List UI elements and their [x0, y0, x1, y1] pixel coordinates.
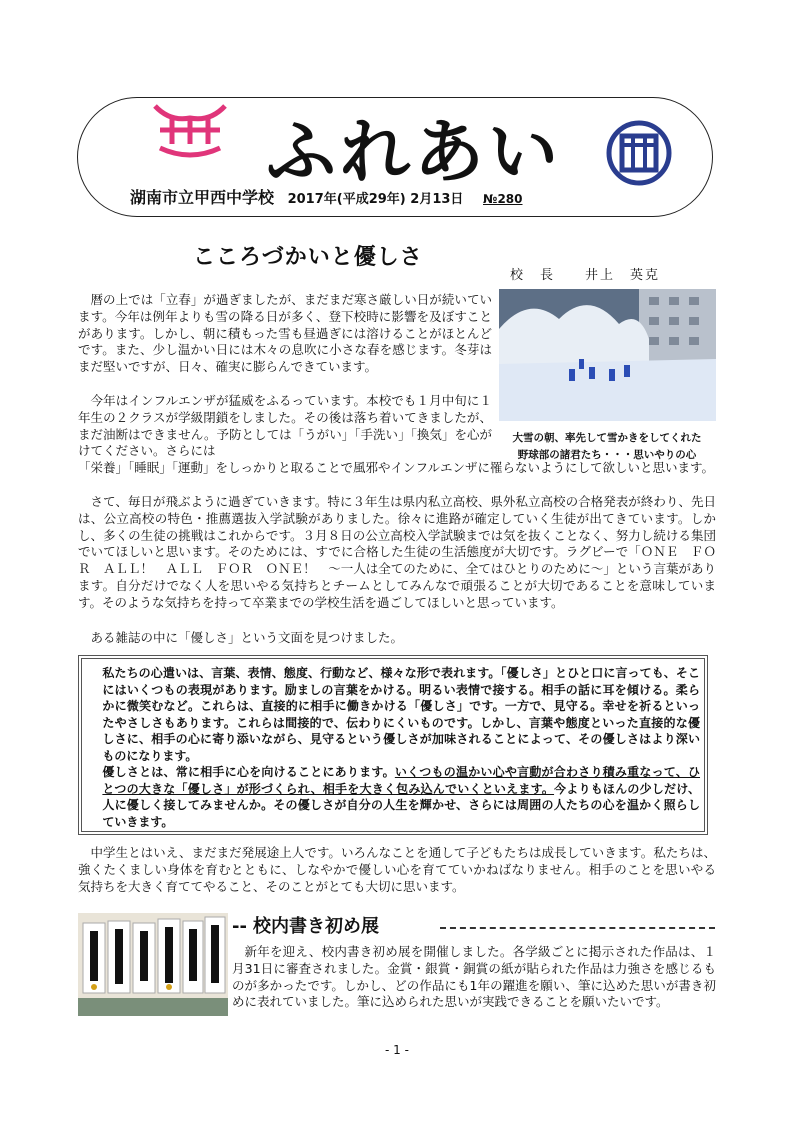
- paragraph-2b: 「栄養」「睡眠」「運動」をしっかりと取ることで風邪やインフルエンザに罹らないようにして欲しいと思います。: [78, 460, 715, 475]
- quote-2b: 今よりもほんの少しだけ、人に優しく接してみませんか。その優しさが自分の人生を輝かせ、さらには周囲の人たちの心を温かく照らしていきます。: [102, 781, 700, 829]
- issue-date: 2017年(平成29年) 2月13日: [287, 192, 464, 207]
- paragraph-2a: 今年はインフルエンザが猛威をふるっています。本校でも１月中旬に１年生の２クラスが学級閉鎖をしました。その後は落ち着いてきましたが、まだ油断はできません。予防としては「うがい」「手洗い」「換気」を心がけてください。さらには: [78, 393, 492, 459]
- section-heading: [232, 912, 379, 938]
- article-headline: こころづかいと優しさ: [193, 245, 423, 270]
- caption-line-1: 大雪の朝、率先して雪かきをしてくれた: [512, 432, 702, 444]
- snow-photo: [499, 289, 716, 421]
- photo-caption: [492, 430, 722, 464]
- quote-text: [88, 665, 700, 830]
- seal-logo-icon: [604, 118, 674, 188]
- paragraph-3: さて、毎日が飛ぶように過ぎていきます。特に３年生は県内私立高校、県外私立高校の合格発表が終わり、先日は、公立高校の特色・推薦選抜入学試験がありました。徐々に進路が確定していく生徒が出てきています。しかし、多くの生徒の挑戦はこれからです。３月８日の公立高校入学試験までは気を抜くことなく、努力し続ける集団でいてほしいと思います。そのためには、すでに合格した生徒の生活態度が大切です。ラグビーで「ＯＮＥ ＦＯＲ ＡＬＬ！ ＡＬＬ ＦＯＲ ＯＮＥ！ ～一人は全てのために、全てはひとりのために～」という言葉があります。自分だけでなく人を思いやる気持ちとチームとしてみんなで頑張ることが大切であることを意味しています。そのような気持ちを持って卒業までの学校生活を過ごしてほしいと思っています。: [78, 494, 716, 610]
- section-rule: [440, 927, 715, 929]
- article-author: 校 長 井上 英克: [510, 268, 661, 283]
- section-heading-text: 校内書き初め展: [252, 916, 379, 937]
- quote-2a: 優しさとは、常に相手に心を向けることにあります。: [102, 765, 395, 779]
- heading-dash: --: [232, 916, 247, 937]
- masthead-info: [130, 185, 523, 208]
- paragraph-5: 中学生とはいえ、まだまだ発展途上人です。いろんなことを通して子どもたちは成長していきます。私たちは、強くたくましい身体を育むとともに、しなやかで優しい心を育てていかねばなりません。相手のことを思いやる気持ちを大きく育ててやること、そのことがとても大切に思います。: [78, 845, 716, 894]
- quote-paragraph-1: 私たちの心遣いは、言葉、表情、態度、行動など、様々な形で表れます。「優しさ」とひと口に言っても、そこにはいくつもの表現があります。励ましの言葉をかける。明るい表情で接する。相手の話に耳を傾ける。柔らかに微笑むなど。これらは、直接的に相手に働きかける「優しさ」です。一方で、見守る。幸せを祈るといったやさしさもあります。これらは間接的で、伝わりにくいものです。しかし、言葉や態度といった直接的な優しさに、相手の心に寄り添いながら、見守るという優しさが加味されることによって、その優しさはより深いものになります。: [102, 666, 700, 763]
- calligraphy-photo: [78, 913, 228, 1016]
- quote-paragraph-2: [88, 764, 700, 830]
- page-number: - 1 -: [385, 1043, 409, 1057]
- quote-2-underlined: いくつもの温かい心や言動が合わさり積み重なって、ひとつの大きな「優しさ」が形づくられ、相手を大きく包み込んでいくといえます。: [102, 765, 701, 796]
- issue-number: №280: [483, 192, 523, 206]
- school-logo-icon: [150, 100, 230, 160]
- section2-body: 新年を迎え、校内書き初め展を開催しました。各学級ごとに掲示された作品は、１月31日に審査されました。金賞・銀賞・銅賞の紙が貼られた作品は力強さを感じるものが多かったです。しかし、どの作品にも1年の躍進を願い、筆に込めた思いが書き初めに表れていました。筆に込められた思いが実践できることを願いたいです。: [232, 944, 716, 1010]
- newsletter-title: ふれあい: [266, 110, 562, 193]
- paragraph-4: ある雑誌の中に「優しさ」という文面を見つけました。: [90, 630, 404, 645]
- paragraph-1: 暦の上では「立春」が過ぎましたが、まだまだ寒さ厳しい日が続いています。今年は例年よりも雪の降る日が多く、登下校時に影響を及ぼすことがあります。しかし、朝に積もった雪も昼過ぎには溶けることがほとんどです。また、少し温かい日には木々の息吹に小さな春を感じます。冬芽はまだ堅いですが、日々、確実に膨らんできています。: [78, 292, 492, 375]
- school-name: 湖南市立甲西中学校: [130, 188, 275, 207]
- caption-line-2: 野球部の諸君たち・・・思いやりの心: [517, 449, 697, 461]
